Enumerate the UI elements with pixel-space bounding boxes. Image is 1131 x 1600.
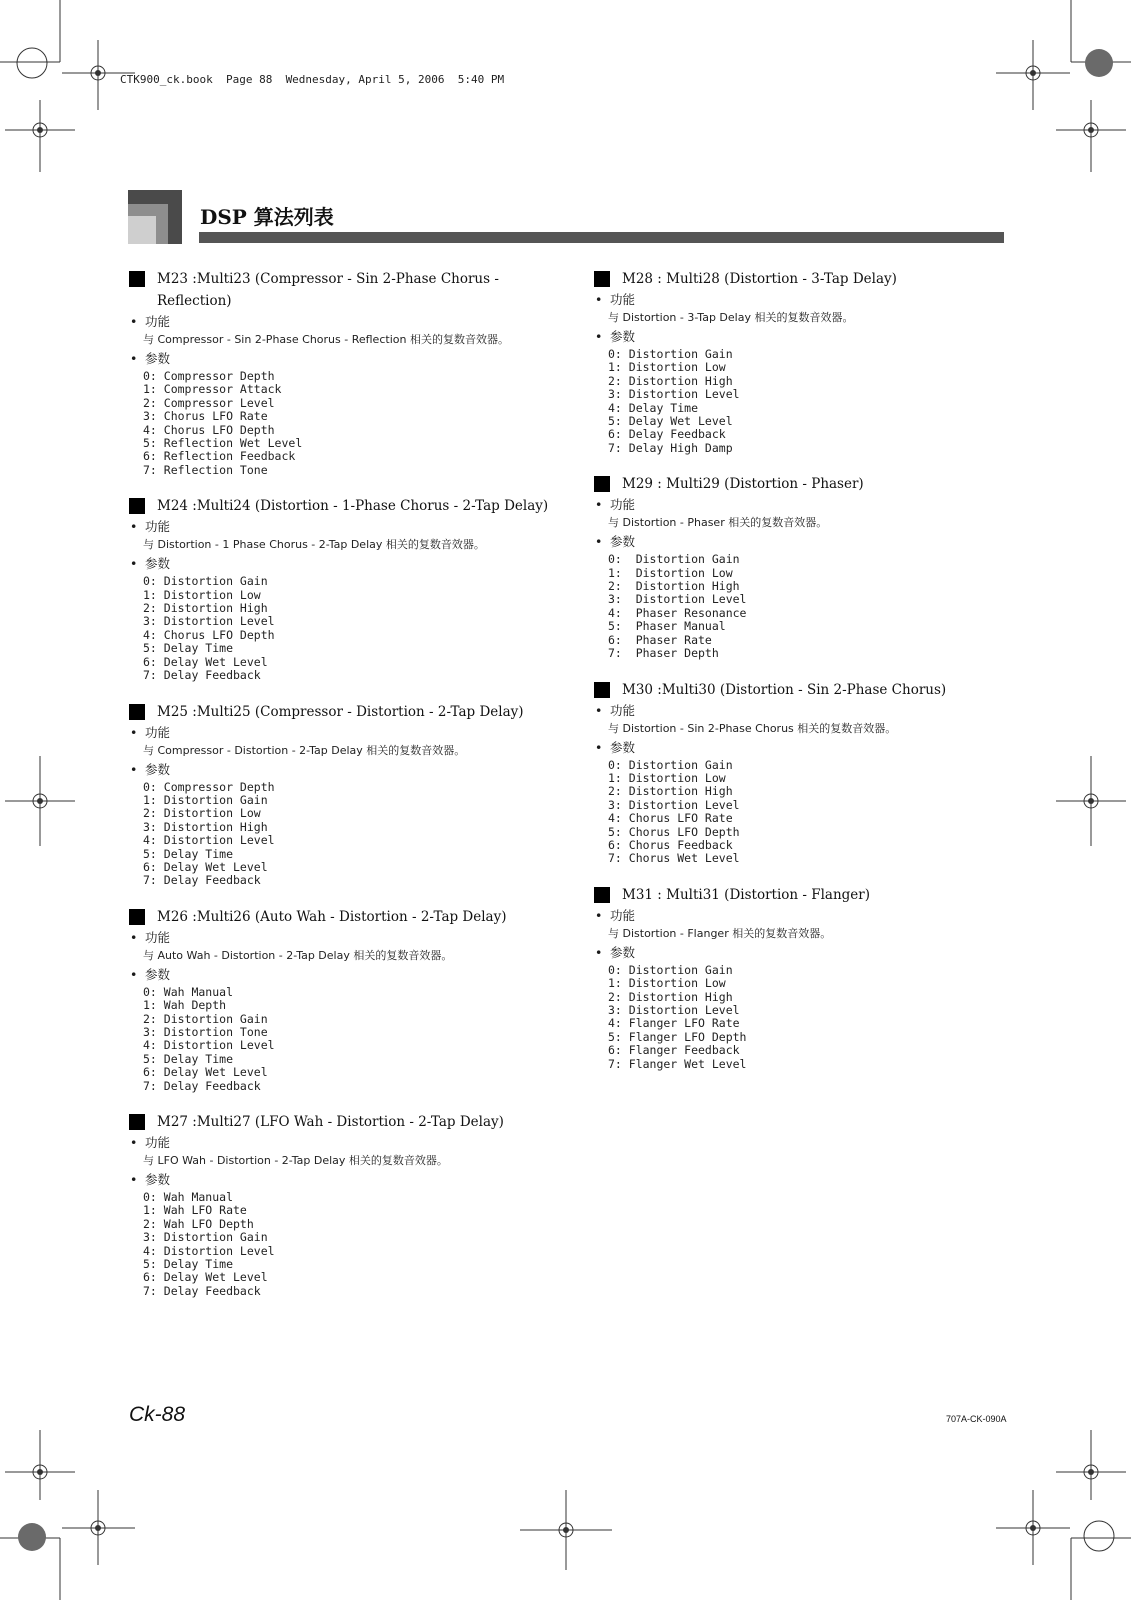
- param-list: [129, 986, 569, 1093]
- param-item: 3: Distortion High: [143, 819, 268, 834]
- param-item: 7: Delay High Damp: [608, 440, 733, 455]
- effect-section: [129, 906, 569, 1093]
- param-item: 2: Distortion High: [608, 784, 733, 799]
- function-label: • 功能: [130, 929, 171, 945]
- params-label: • 参数: [595, 739, 636, 755]
- param-item: 5: Delay Wet Level: [608, 414, 733, 429]
- param-item: 6: Delay Feedback: [608, 427, 726, 442]
- param-item: 0: Distortion Gain: [608, 347, 733, 361]
- bullet-icon: •: [595, 944, 603, 960]
- effect-title: M27 :Multi27 (LFO Wah - Distortion - 2-Tap Delay): [157, 1114, 504, 1130]
- param-item: 6: Chorus Feedback: [608, 837, 733, 852]
- effect-description: 与 Compressor - Sin 2-Phase Chorus - Reflection 相关的复数音效器。: [143, 333, 509, 346]
- bullet-icon: •: [595, 739, 603, 755]
- effect-heading: [594, 268, 1014, 290]
- function-label: • 功能: [130, 1135, 171, 1150]
- bullet-icon: •: [595, 497, 603, 513]
- params-label: • 参数: [130, 1172, 171, 1187]
- param-item: 7: Delay Feedback: [143, 873, 261, 888]
- param-item: 4: Chorus LFO Depth: [143, 422, 275, 437]
- param-item: 0: Distortion Gain: [608, 552, 740, 567]
- effect-heading: [129, 495, 569, 517]
- bullet-icon: •: [130, 1172, 138, 1187]
- param-item: 5: Delay Time: [143, 641, 234, 656]
- effect-description: 与 Distortion - 1 Phase Chorus - 2-Tap Delay 相关的复数音效器。: [143, 538, 485, 552]
- param-list: [594, 759, 1014, 866]
- page-title: DSP 算法列表: [200, 205, 334, 229]
- param-item: 4: Chorus LFO Rate: [608, 811, 733, 826]
- param-item: 3: Chorus LFO Rate: [143, 409, 268, 424]
- param-item: 4: Flanger LFO Rate: [608, 1016, 740, 1031]
- param-item: 3: Distortion Level: [608, 592, 747, 607]
- param-item: 0: Distortion Gain: [143, 574, 268, 589]
- effect-description: 与 LFO Wah - Distortion - 2-Tap Delay 相关的复数音效器。: [143, 1154, 448, 1167]
- param-item: 4: Distortion Level: [143, 833, 275, 848]
- left-column: [129, 268, 569, 1316]
- param-item: 7: Delay Feedback: [143, 1078, 261, 1093]
- param-item: 7: Delay Feedback: [143, 668, 261, 683]
- param-item: 5: Flanger LFO Depth: [608, 1029, 747, 1044]
- effect-heading: [594, 473, 1014, 495]
- effect-section: [594, 884, 1014, 1071]
- param-item: 0: Wah Manual: [143, 984, 234, 999]
- effect-title: M28 : Multi28 (Distortion - 3-Tap Delay): [622, 271, 897, 287]
- param-item: 5: Delay Time: [143, 1257, 234, 1272]
- param-item: 7: Phaser Depth: [608, 646, 719, 661]
- effect-title: M31 : Multi31 (Distortion - Flanger): [622, 886, 871, 903]
- function-label: • 功能: [130, 724, 171, 740]
- effect-description: 与 Distortion - Flanger 相关的复数音效器。: [608, 926, 832, 940]
- effect-section: [594, 473, 1014, 660]
- square-bullet-icon: [129, 1114, 145, 1130]
- param-item: 0: Distortion Gain: [608, 962, 733, 977]
- param-item: 2: Distortion High: [608, 989, 733, 1004]
- effect-description: 与 Compressor - Distortion - 2-Tap Delay 相关的复数音效器。: [143, 743, 466, 757]
- param-item: 2: Distortion Low: [143, 806, 261, 821]
- param-item: 7: Chorus Wet Level: [608, 851, 740, 866]
- param-item: 4: Distortion Level: [143, 1038, 275, 1053]
- param-item: 5: Delay Time: [143, 1051, 234, 1066]
- param-item: 2: Compressor Level: [143, 395, 275, 410]
- param-item: 1: Wah Depth: [143, 998, 227, 1013]
- effect-description: 与 Auto Wah - Distortion - 2-Tap Delay 相关的复数音效器。: [143, 948, 453, 962]
- param-item: 2: Distortion High: [143, 601, 268, 616]
- effect-heading: [129, 701, 569, 723]
- param-item: 4: Delay Time: [608, 400, 699, 415]
- param-item: 0: Compressor Depth: [143, 779, 275, 794]
- effect-section: [129, 268, 569, 477]
- effect-title: M30 :Multi30 (Distortion - Sin 2-Phase Chorus): [622, 681, 947, 698]
- param-item: 4: Chorus LFO Depth: [143, 627, 275, 642]
- print-header: CTK900_ck.book Page 88 Wednesday, April 5, 2006 5:40 PM: [120, 73, 505, 86]
- square-bullet-icon: [129, 704, 145, 720]
- params-label: • 参数: [130, 761, 171, 777]
- effect-section: [594, 268, 1014, 455]
- effect-section: [594, 679, 1014, 866]
- param-item: 7: Flanger Wet Level: [608, 1056, 747, 1071]
- param-item: 5: Chorus LFO Depth: [608, 824, 740, 839]
- param-item: 1: Distortion Low: [143, 587, 261, 602]
- effect-title: M23 :Multi23 (Compressor - Sin 2-Phase Chorus - Reflection): [157, 271, 499, 309]
- effect-title: M26 :Multi26 (Auto Wah - Distortion - 2-Tap Delay): [157, 908, 507, 925]
- param-item: 6: Phaser Rate: [608, 632, 712, 647]
- title-decoration-block: [128, 190, 182, 244]
- param-item: 1: Wah LFO Rate: [143, 1203, 247, 1218]
- param-item: 1: Distortion Low: [608, 565, 733, 580]
- param-list: [129, 575, 569, 682]
- params-label: • 参数: [130, 351, 171, 366]
- param-item: 3: Distortion Level: [608, 797, 740, 812]
- bullet-icon: •: [130, 519, 138, 535]
- param-item: 1: Distortion Low: [608, 976, 726, 991]
- square-bullet-icon: [594, 476, 610, 492]
- bullet-icon: •: [595, 292, 603, 307]
- square-bullet-icon: [129, 498, 145, 514]
- effect-heading: [594, 884, 1014, 906]
- param-item: 0: Wah Manual: [143, 1190, 234, 1204]
- effect-section: [129, 701, 569, 888]
- param-item: 6: Flanger Feedback: [608, 1043, 740, 1058]
- bullet-icon: •: [595, 329, 603, 344]
- param-item: 3: Distortion Level: [608, 387, 740, 402]
- param-item: 7: Reflection Tone: [143, 462, 268, 477]
- bullet-icon: •: [130, 556, 138, 572]
- effect-description: 与 Distortion - Phaser 相关的复数音效器。: [608, 516, 828, 530]
- bullet-icon: •: [595, 534, 603, 550]
- effect-heading: [129, 906, 569, 928]
- param-item: 6: Delay Wet Level: [143, 859, 268, 874]
- function-label: • 功能: [130, 314, 171, 329]
- effect-heading: [594, 679, 1014, 701]
- param-list: [594, 964, 1014, 1071]
- param-item: 1: Distortion Low: [608, 360, 726, 375]
- effect-heading: [129, 1111, 569, 1133]
- param-item: 6: Delay Wet Level: [143, 1270, 268, 1285]
- bullet-icon: •: [130, 724, 138, 740]
- bullet-icon: •: [130, 351, 138, 366]
- document-code: 707A-CK-090A: [946, 1414, 1007, 1424]
- param-item: 6: Delay Wet Level: [143, 1065, 268, 1080]
- title-rule: [199, 232, 1004, 243]
- param-item: 3: Distortion Level: [143, 614, 275, 629]
- effect-description: 与 Distortion - Sin 2-Phase Chorus 相关的复数音效器。: [608, 721, 897, 735]
- effect-title: M25 :Multi25 (Compressor - Distortion - 2-Tap Delay): [157, 703, 524, 720]
- param-item: 5: Phaser Manual: [608, 619, 726, 634]
- param-list: [129, 370, 569, 477]
- params-label: • 参数: [595, 944, 636, 960]
- param-item: 0: Compressor Depth: [143, 369, 275, 383]
- effect-heading: [129, 268, 569, 312]
- function-label: • 功能: [595, 292, 636, 307]
- param-item: 5: Reflection Wet Level: [143, 436, 303, 451]
- param-item: 6: Reflection Feedback: [143, 449, 296, 464]
- function-label: • 功能: [595, 702, 636, 718]
- square-bullet-icon: [129, 271, 145, 287]
- function-label: • 功能: [595, 907, 636, 923]
- effect-title: M29 : Multi29 (Distortion - Phaser): [622, 476, 864, 493]
- bullet-icon: •: [130, 1135, 138, 1150]
- effect-description: 与 Distortion - 3-Tap Delay 相关的复数音效器。: [608, 311, 854, 324]
- param-item: 3: Distortion Level: [608, 1002, 740, 1017]
- param-item: 2: Distortion Gain: [143, 1011, 268, 1026]
- param-item: 3: Distortion Gain: [143, 1230, 268, 1245]
- bullet-icon: •: [595, 702, 603, 718]
- square-bullet-icon: [594, 887, 610, 903]
- param-item: 3: Distortion Tone: [143, 1024, 268, 1039]
- bullet-icon: •: [595, 907, 603, 923]
- params-label: • 参数: [595, 329, 636, 344]
- param-item: 4: Phaser Resonance: [608, 605, 747, 620]
- bullet-icon: •: [130, 929, 138, 945]
- function-label: • 功能: [130, 519, 171, 535]
- param-item: 2: Distortion High: [608, 579, 740, 594]
- params-label: • 参数: [130, 966, 171, 982]
- param-item: 1: Compressor Attack: [143, 382, 282, 397]
- bullet-icon: •: [130, 966, 138, 982]
- square-bullet-icon: [594, 271, 610, 287]
- bullet-icon: •: [130, 761, 138, 777]
- right-column: [594, 268, 1014, 1089]
- effect-section: [129, 495, 569, 682]
- param-list: [129, 1191, 569, 1298]
- page-number: Ck-88: [129, 1403, 186, 1426]
- param-item: 5: Delay Time: [143, 846, 234, 861]
- function-label: • 功能: [595, 497, 636, 513]
- param-item: 6: Delay Wet Level: [143, 654, 268, 669]
- params-label: • 参数: [595, 534, 636, 550]
- square-bullet-icon: [594, 682, 610, 698]
- param-item: 0: Distortion Gain: [608, 757, 733, 772]
- param-item: 4: Distortion Level: [143, 1243, 275, 1258]
- param-list: [129, 781, 569, 888]
- bullet-icon: •: [130, 314, 138, 329]
- param-list: [594, 553, 1014, 660]
- square-bullet-icon: [129, 909, 145, 925]
- param-item: 2: Distortion High: [608, 373, 733, 388]
- effect-section: [129, 1111, 569, 1298]
- effect-title: M24 :Multi24 (Distortion - 1-Phase Chorus - 2-Tap Delay): [157, 498, 549, 515]
- param-item: 1: Distortion Low: [608, 770, 726, 785]
- param-item: 1: Distortion Gain: [143, 792, 268, 807]
- params-label: • 参数: [130, 556, 171, 572]
- param-item: 2: Wah LFO Depth: [143, 1216, 254, 1231]
- param-list: [594, 348, 1014, 455]
- param-item: 7: Delay Feedback: [143, 1283, 261, 1298]
